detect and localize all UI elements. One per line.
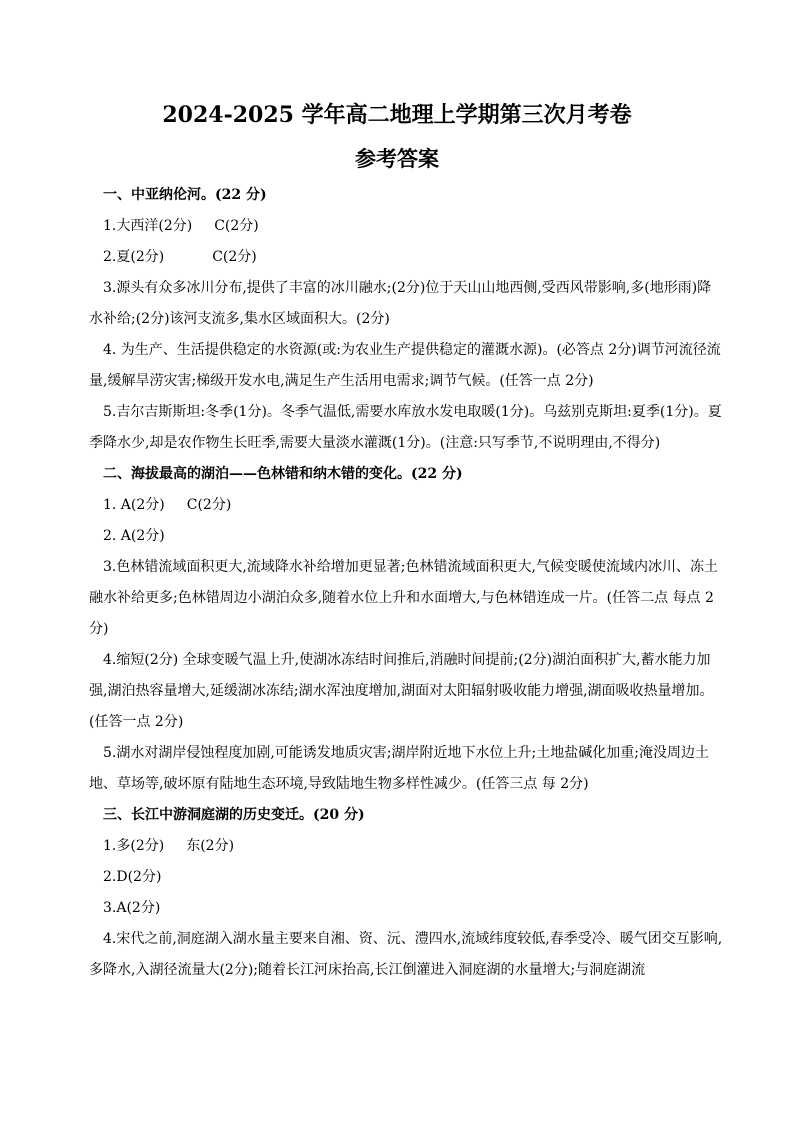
answer-part: C(2分) [212,249,257,265]
answer-line: 2.D(2分) [103,869,162,885]
answer-part: 1. A(2分) [103,497,165,513]
document-title: 2024-2025 学年高二地理上学期第三次月考卷 [162,102,632,128]
answer-line [103,242,723,273]
answer-paragraph: 4. 为生产、生活提供稳定的水资源(或:为农业生产提供稳定的灌溉水源)。(必答点 2分)调节河流径流量,缓解旱涝灾害;梯级开发水电,满足生产生活用电需求;调节气候。(任答一点 2分) [89,342,721,389]
answer-paragraph: 3.色林错流域面积更大,流域降水补给增加更显著;色林错流域面积更大,气候变暖使流域内冰川、冻土融水补给更多;色林错周边小湖泊众多,随着水位上升和水面增大,与色林错连成一片。(任答二点 每点 2分) [89,559,718,637]
section-heading: 一、中亚纳伦河。(22 分) [103,187,267,203]
answer-paragraph: 4.宋代之前,洞庭湖入湖水量主要来自湘、资、沅、澧四水,流域纬度较低,春季受冷、暖气团交互影响,多降水,入湖径流量大(2分);随着长江河床抬高,长江倒灌进入洞庭湖的水量增大;与洞庭湖流 [89,931,723,978]
answer-paragraph: 5.吉尔吉斯斯坦:冬季(1分)。冬季气温低,需要水库放水发电取暖(1分)。乌兹别克斯坦:夏季(1分)。夏季降水少,却是农作物生长旺季,需要大量淡水灌溉(1分)。(注意:只写季节,不说明理由,不得分) [89,404,722,451]
answer-paragraph: 5.湖水对湖岸侵蚀程度加剧,可能诱发地质灾害;湖岸附近地下水位上升;土地盐碱化加重;淹没周边土地、草场等,破坏原有陆地生态环境,导致陆地生物多样性减少。(任答三点 每 2分) [89,745,709,792]
answer-content [89,180,723,986]
answer-line [103,490,723,521]
answer-part: 1.多(2分) [103,838,165,854]
section-heading: 二、海拔最高的湖泊——色林错和纳木错的变化。(22 分) [103,466,463,482]
answer-part: 1.大西洋(2分) [103,218,193,234]
answer-line [103,831,723,862]
answer-line [103,211,723,242]
answer-line: 3.A(2分) [103,900,161,916]
answer-part: C(2分) [186,497,232,513]
answer-part: 东(2分) [186,838,235,854]
answer-paragraph: 3.源头有众多冰川分布,提供了丰富的冰川融水;(2分)位于天山山地西侧,受西风带影响,多(地形雨)降水补给;(2分)该河支流多,集水区域面积大。(2分) [89,280,712,327]
document-subtitle: 参考答案 [355,146,439,171]
answer-line: 2. A(2分) [103,528,165,544]
answer-part: 2.夏(2分) [103,249,165,265]
section-heading: 三、长江中游洞庭湖的历史变迁。(20 分) [103,807,365,823]
answer-paragraph: 4.缩短(2分) 全球变暖气温上升,使湖冰冻结时间推后,消融时间提前;(2分)湖泊面积扩大,蓄水能力加强,湖泊热容量增大,延缓湖冰冻结;湖水浑浊度增加,湖面对太阳辐射吸收能力增强,湖面吸收热量增加。(任答一点 2分) [89,652,714,730]
answer-part: C(2分) [214,218,259,234]
